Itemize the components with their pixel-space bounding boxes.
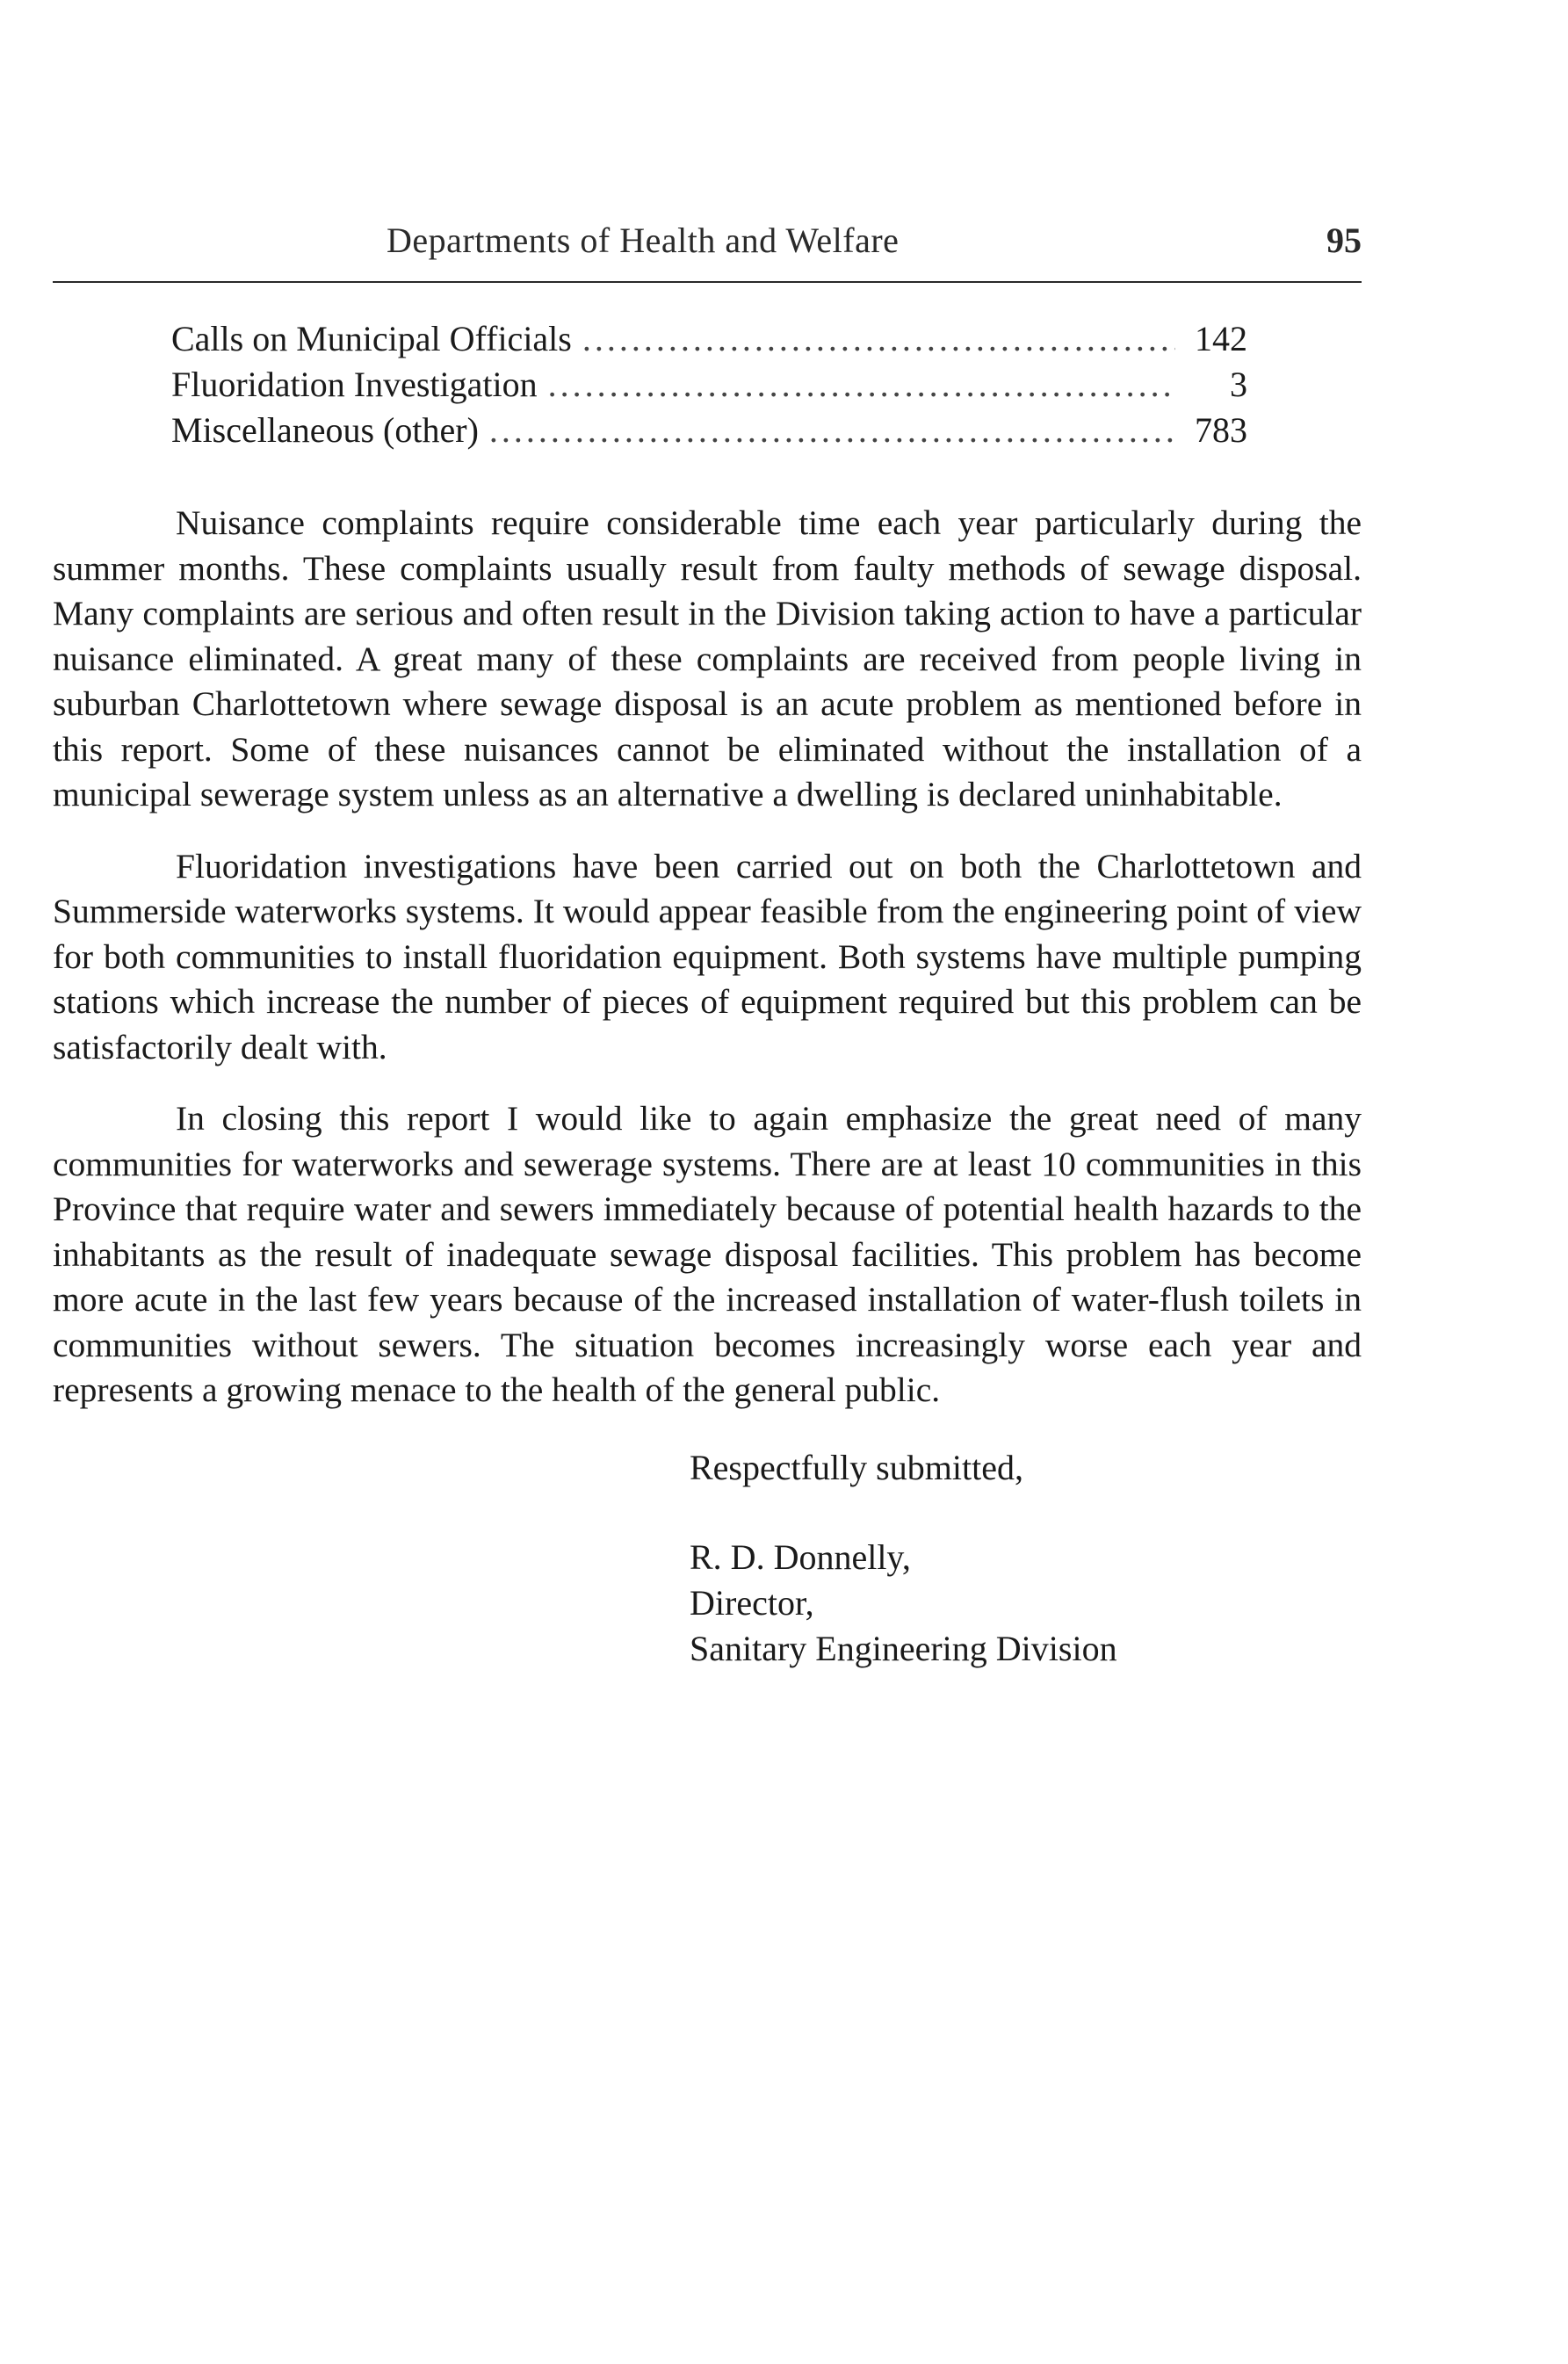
tally-label: Calls on Municipal Officials (171, 319, 572, 358)
running-head-title: Departments of Health and Welfare (387, 220, 900, 260)
signatory-name: R. D. Donnelly, (690, 1536, 911, 1577)
document-page (53, 202, 1362, 1672)
running-head (53, 202, 1362, 283)
signatory-division: Sanitary Engineering Division (690, 1628, 1117, 1668)
dot-leader (548, 362, 1175, 408)
page-number: 95 (1326, 220, 1362, 260)
report-body (53, 501, 1362, 1413)
tally-count: 783 (1195, 410, 1247, 450)
paragraph-nuisance-complaints: Nuisance complaints require considerable time each year particularly during the summer months. These complaints usually result from faulty methods of sewage disposal. Many complaints are serious and often result in the Division taking action to have a particular nuisance eliminated. A great many of these complaints are received from people living in suburban Charlottetown where sewage disposal is an acute problem as mentioned before in this report. Some of these nuisances cannot be eliminated without the installation of a municipal sewerage system unless as an alternative a dwelling is declared uninhabitable. (53, 503, 1362, 813)
tally-label: Fluoridation Investigation (171, 365, 538, 404)
tally-count: 3 (1230, 365, 1247, 404)
tally-row (171, 362, 1247, 408)
tally-count: 142 (1195, 319, 1247, 358)
paragraph-fluoridation: Fluoridation investigations have been carried out on both the Charlottetown and Summerside waterworks systems. It would appear feasible from the engineering point of view for both communities to install fluoridation equipment. Both systems have multiple pumping stations which increase the number of pieces of equipment required but this problem can be satisfactorily dealt with. (53, 846, 1362, 1066)
signoff: Respectfully submitted, (690, 1447, 1023, 1487)
dot-leader (489, 408, 1175, 453)
activity-tally (171, 316, 1247, 453)
signatory-position: Director, (690, 1582, 814, 1623)
tally-row (171, 408, 1247, 453)
signature-block (690, 1445, 1362, 1672)
paragraph-closing-remarks: In closing this report I would like to again emphasize the great need of many communities for waterworks and sewerage systems. There are at least 10 communities in this Province that require water and sewers immediately because of potential health hazards to the inhabitants as the result of inadequate sewage disposal facilities. This problem has become more acute in the last few years because of the increased installation of water-flush toilets in communities without sewers. The situation becomes increasingly worse each year and represents a growing menace to the health of the general public. (53, 1099, 1362, 1409)
tally-label: Miscellaneous (other) (171, 410, 479, 450)
tally-row (171, 316, 1247, 362)
dot-leader (582, 316, 1175, 362)
